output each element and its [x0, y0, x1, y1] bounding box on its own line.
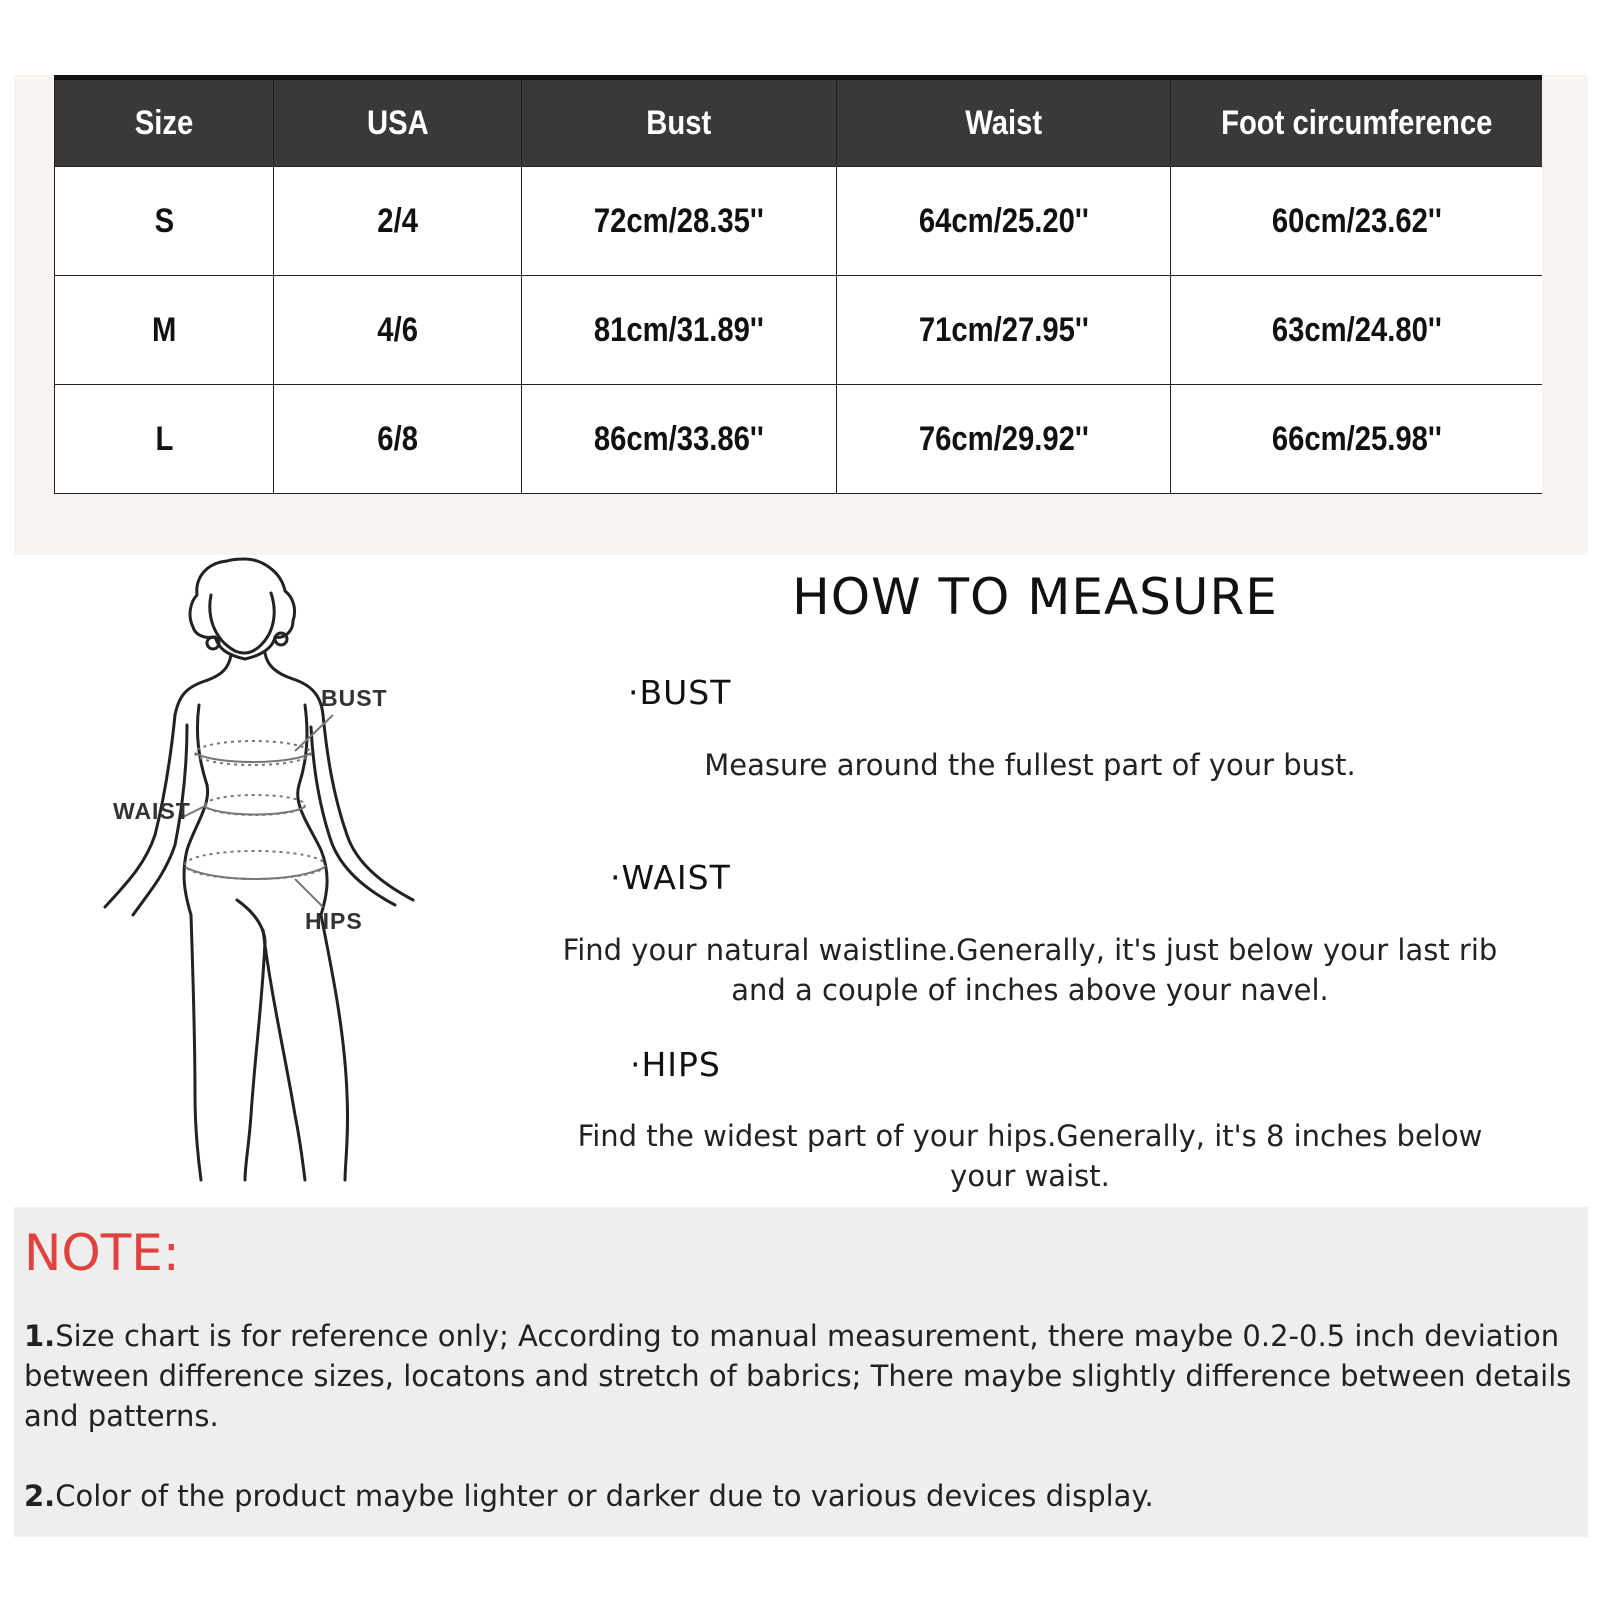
bust-heading: ·BUST: [628, 673, 732, 712]
cell-bust: 86cm/33.86'': [522, 385, 837, 494]
waist-heading: ·WAIST: [610, 858, 731, 897]
hips-description-line-2: your waist.: [950, 1159, 1110, 1193]
cell-usa: 4/6: [274, 276, 522, 385]
hips-figure-label: HIPS: [305, 908, 363, 934]
cell-foot-circumference: 60cm/23.62'': [1171, 167, 1543, 276]
table-row: [55, 385, 1543, 494]
cell-size: L: [55, 385, 274, 494]
header-foot-circumference: Foot circumference: [1171, 78, 1543, 167]
header-bust: Bust: [522, 78, 837, 167]
cell-size: S: [55, 167, 274, 276]
table-row: [55, 167, 1543, 276]
cell-size: M: [55, 276, 274, 385]
cell-waist: 64cm/25.20'': [837, 167, 1171, 276]
cell-waist: 76cm/29.92'': [837, 385, 1171, 494]
how-to-measure-title: HOW TO MEASURE: [792, 568, 1278, 626]
note-item-1-text: Size chart is for reference only; According to manual measurement, there maybe 0.2-0.5 inch deviation between difference sizes, locatons and stretch of babrics; There maybe slightly difference between details and patterns.: [24, 1319, 1572, 1433]
table-header-row: [55, 78, 1543, 167]
hips-heading: ·HIPS: [630, 1045, 721, 1084]
waist-description-line-2: and a couple of inches above your navel.: [731, 973, 1329, 1007]
note-item-2-text: Color of the product maybe lighter or darker due to various devices display.: [55, 1479, 1154, 1513]
hips-description-line-1: Find the widest part of your hips.Generally, it's 8 inches below: [577, 1119, 1483, 1153]
note-item-2-number: 2.: [24, 1479, 56, 1513]
waist-description-line-1: Find your natural waistline.Generally, it's just below your last rib: [562, 933, 1498, 967]
note-item-2: [24, 1476, 1584, 1516]
waist-figure-label: WAIST: [113, 798, 191, 824]
table-row: [55, 276, 1543, 385]
note-title: NOTE:: [24, 1224, 180, 1282]
body-outline-illustration: [95, 555, 435, 1205]
cell-bust: 81cm/31.89'': [522, 276, 837, 385]
cell-usa: 2/4: [274, 167, 522, 276]
cell-foot-circumference: 66cm/25.98'': [1171, 385, 1543, 494]
header-waist: Waist: [837, 78, 1171, 167]
body-measurement-figure: [95, 555, 435, 1205]
note-item-1-number: 1.: [24, 1319, 56, 1353]
cell-foot-circumference: 63cm/24.80'': [1171, 276, 1543, 385]
bust-figure-label: BUST: [321, 685, 388, 711]
cell-usa: 6/8: [274, 385, 522, 494]
note-item-1: [24, 1316, 1584, 1436]
cell-waist: 71cm/27.95'': [837, 276, 1171, 385]
header-size: Size: [55, 78, 274, 167]
cell-bust: 72cm/28.35'': [522, 167, 837, 276]
size-chart-table: [54, 75, 1542, 494]
bust-description: Measure around the fullest part of your bust.: [704, 748, 1356, 782]
header-usa: USA: [274, 78, 522, 167]
